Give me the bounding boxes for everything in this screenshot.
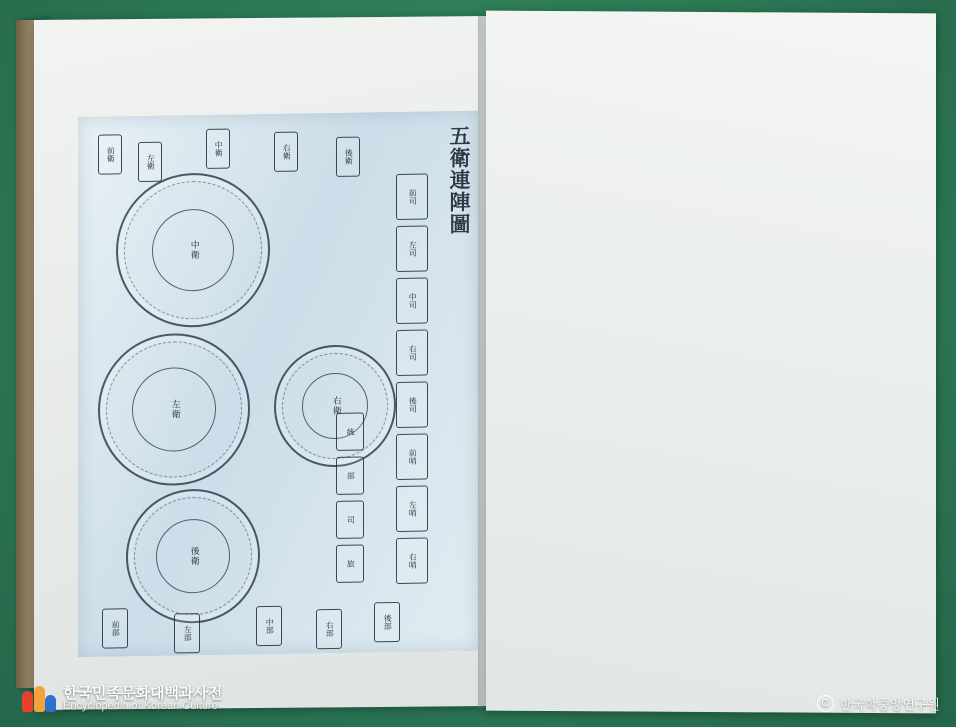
unit-token: 右部 (316, 609, 342, 649)
unit-token: 中部 (256, 606, 282, 646)
open-book (16, 6, 936, 712)
circle-center-label: 中衛 (188, 240, 199, 261)
unit-token: 右衛 (274, 132, 298, 172)
unit-token: 左司 (396, 225, 428, 272)
unit-token: 中司 (396, 277, 428, 324)
unit-token: 前衛 (98, 134, 122, 174)
unit-token: 司 (336, 500, 364, 538)
left-print-block (78, 111, 478, 657)
formation-circle (126, 488, 260, 624)
unit-token: 前司 (396, 173, 428, 220)
watermark-title-en: Encyclopedia of Korean Culture (63, 700, 218, 713)
unit-token: 左部 (174, 613, 200, 653)
unit-token: 右哨 (396, 537, 428, 584)
formation-circle (274, 344, 396, 468)
copyright-icon: C (817, 695, 834, 712)
circle-center-label: 右衛 (330, 395, 341, 417)
unit-token: 中衛 (206, 129, 230, 169)
unit-token: 部 (336, 456, 364, 494)
formation-circle (98, 332, 250, 486)
unit-token: 左哨 (396, 485, 428, 532)
unit-token: 後部 (374, 602, 400, 642)
formation-circle (116, 172, 270, 328)
unit-token: 右司 (396, 329, 428, 376)
left-page (34, 16, 487, 710)
unit-token: 統 (336, 412, 364, 450)
unit-token: 後司 (396, 381, 428, 428)
encyclopedia-logo-icon (22, 686, 56, 712)
unit-token: 前哨 (396, 433, 428, 480)
unit-token: 左衛 (138, 142, 162, 182)
unit-token: 後衛 (336, 137, 360, 177)
copyright-watermark (817, 694, 940, 713)
encyclopedia-watermark (22, 686, 222, 713)
watermark-title-ko: 한국민족문화대백과사전 (63, 684, 223, 702)
right-page (486, 11, 936, 714)
copyright-holder: 한국학중앙연구원 (839, 697, 940, 712)
unit-token: 旅 (336, 544, 364, 582)
circle-center-label: 後衛 (188, 546, 199, 567)
unit-token: 前部 (102, 608, 128, 648)
circle-center-label: 左衛 (169, 399, 180, 420)
left-page-title: 五衛連陣圖 (447, 124, 472, 236)
